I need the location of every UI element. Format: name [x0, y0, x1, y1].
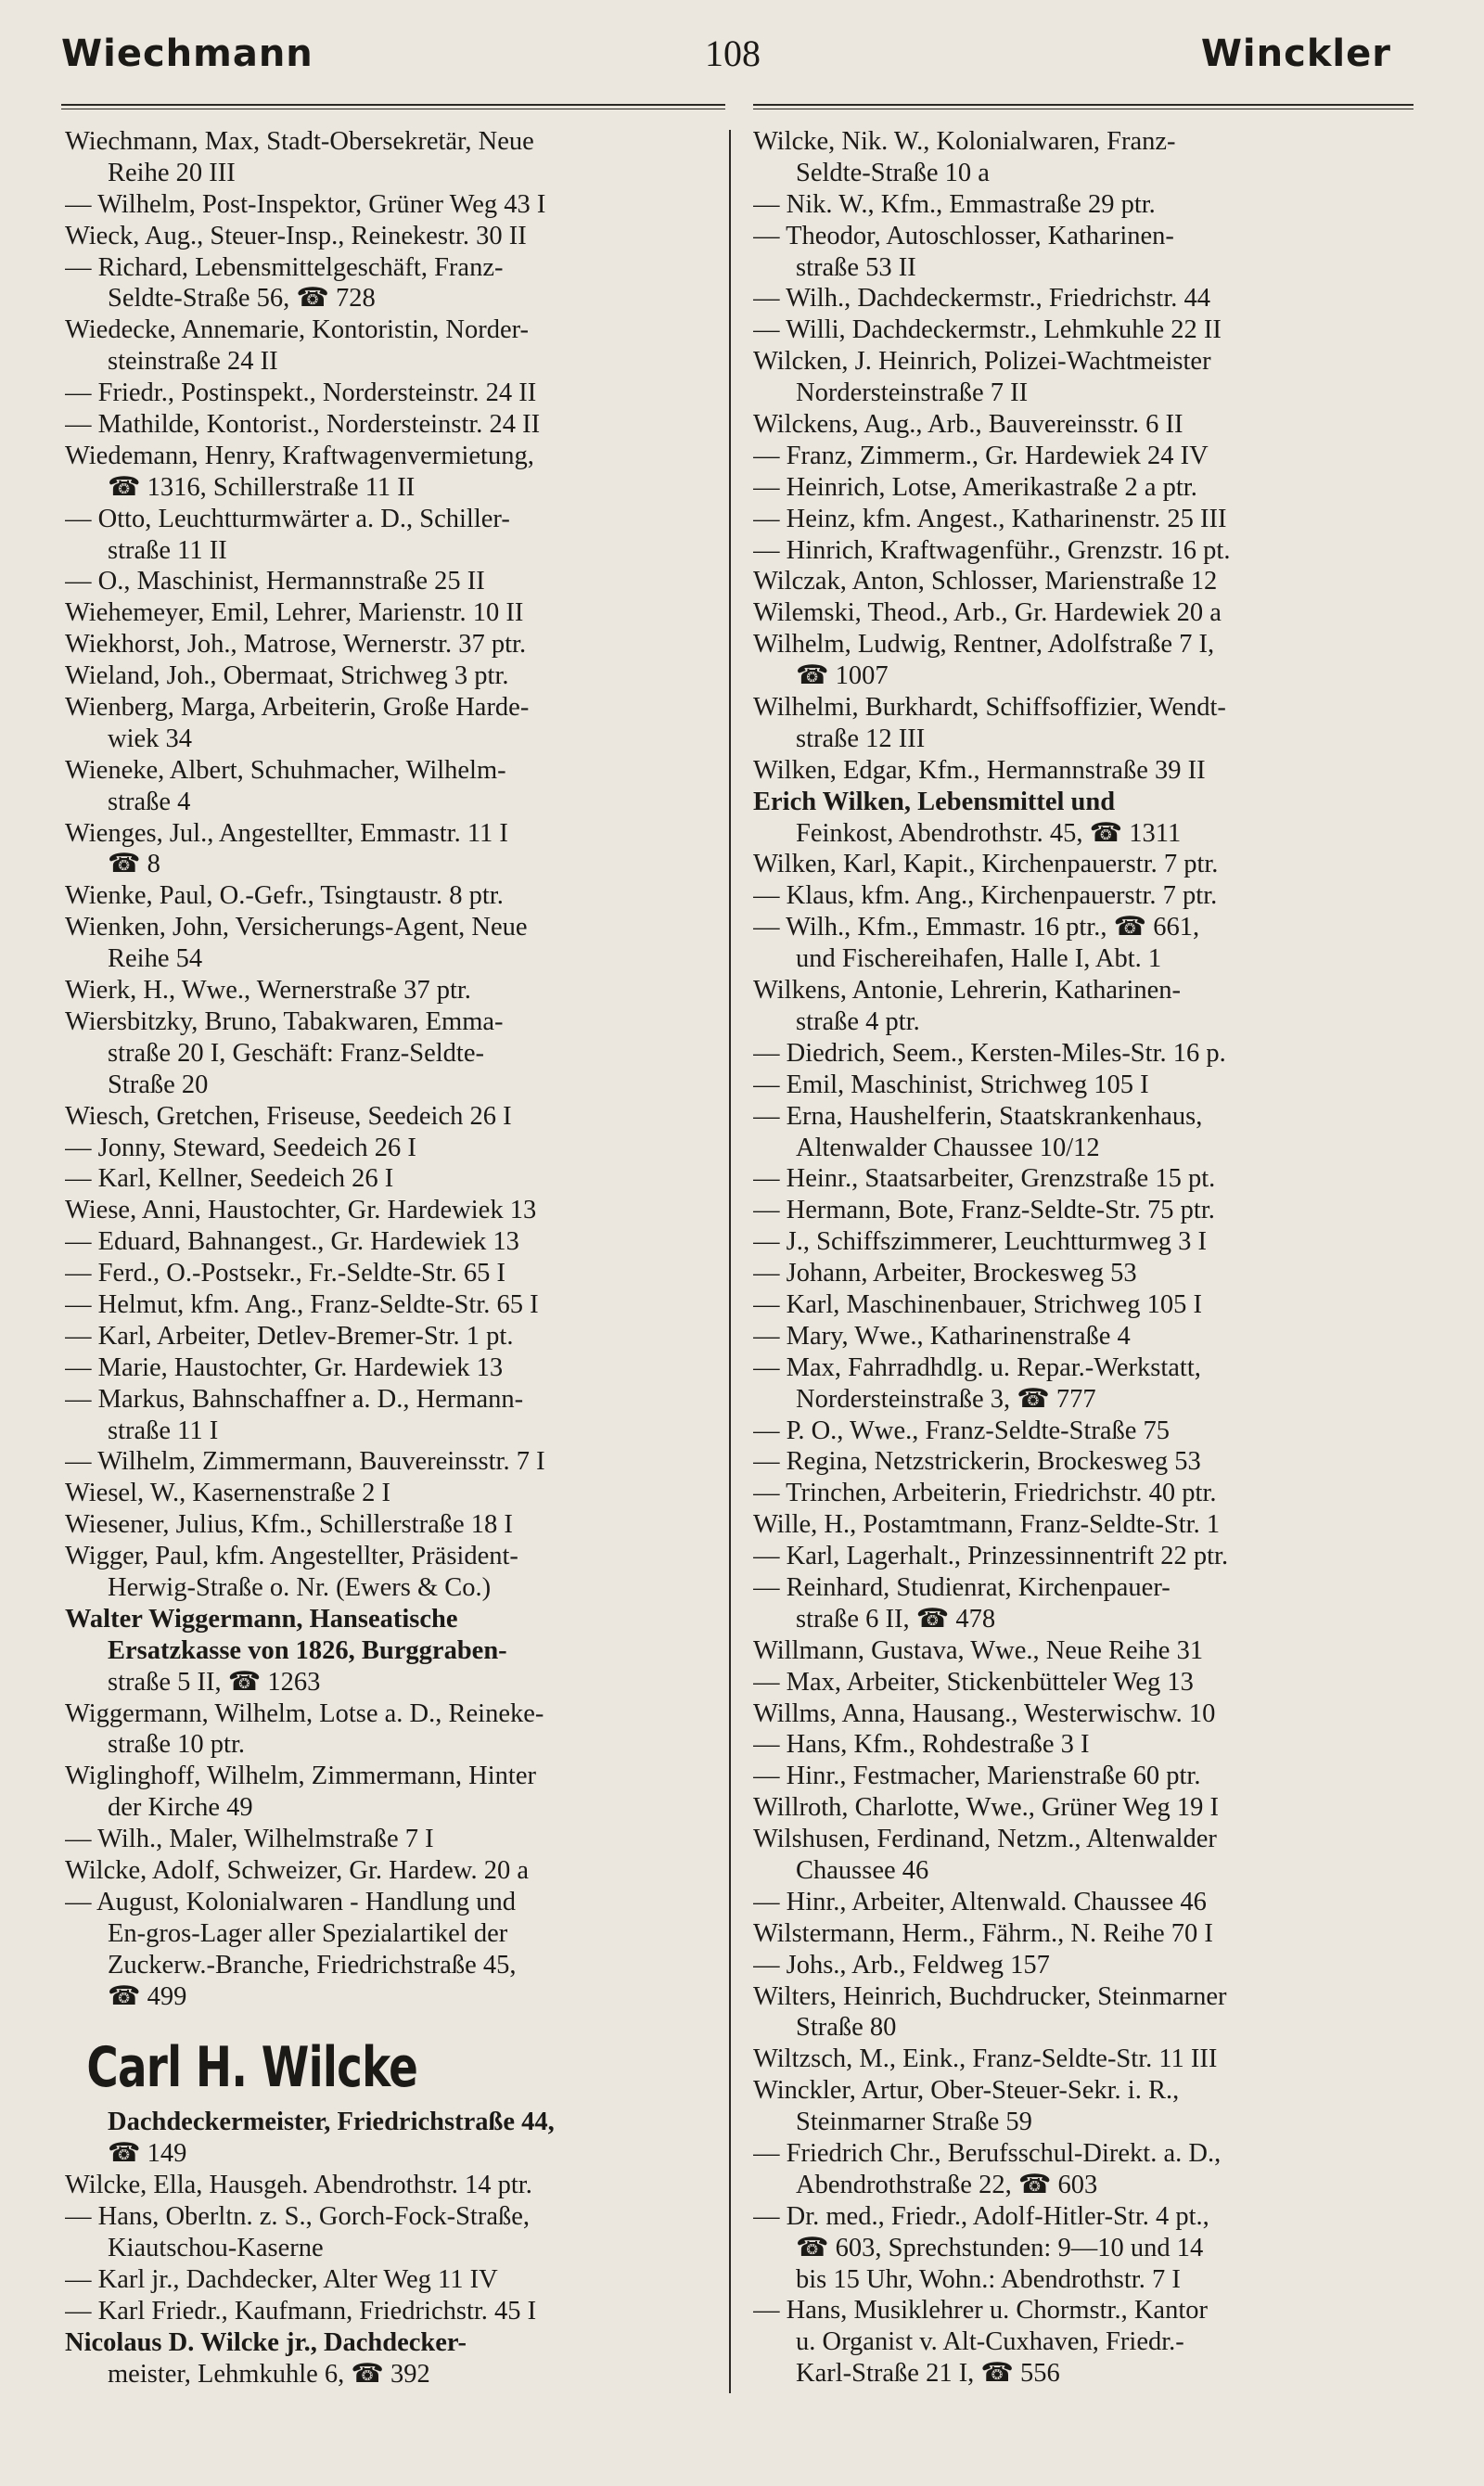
directory-line: — Johann, Arbeiter, Brockesweg 53 — [753, 1259, 1137, 1288]
directory-line: Willmann, Gustava, Wwe., Neue Reihe 31 — [753, 1635, 1204, 1665]
directory-line: Wiglinghoff, Wilhelm, Zimmermann, Hinter — [65, 1762, 536, 1791]
directory-line: ☎ 1316, Schillerstraße 11 II — [108, 472, 416, 502]
directory-line: — Karl, Lagerhalt., Prinzessinnentrift 22 ptr. — [753, 1542, 1229, 1571]
directory-line: Walter Wiggermann, Hanseatische — [65, 1604, 458, 1634]
directory-line: — Karl Friedr., Kaufmann, Friedrichstr. 45 I — [65, 2296, 537, 2326]
directory-line: En-gros-Lager aller Spezialartikel der — [108, 1918, 508, 1948]
directory-line: — Hinrich, Kraftwagenführ., Grenzstr. 16 pt. — [753, 535, 1231, 565]
directory-line: — Wilhelm, Zimmermann, Bauvereinsstr. 7 I — [65, 1447, 545, 1477]
directory-line: straße 11 II — [108, 535, 227, 565]
directory-line: Zuckerw.-Branche, Friedrichstraße 45, — [108, 1950, 517, 1980]
directory-line: Wilken, Karl, Kapit., Kirchenpauerstr. 7 ptr. — [753, 850, 1219, 879]
directory-line: — J., Schiffszimmerer, Leuchtturmweg 3 I — [753, 1227, 1208, 1257]
directory-line: Willms, Anna, Hausang., Westerwischw. 10 — [753, 1698, 1216, 1728]
directory-line: Wilters, Heinrich, Buchdrucker, Steinmarner — [753, 1981, 1227, 2011]
directory-line: — Klaus, kfm. Ang., Kirchenpauerstr. 7 ptr. — [753, 881, 1218, 911]
directory-line: — Johs., Arb., Feldweg 157 — [753, 1950, 1050, 1980]
directory-line: Abendrothstraße 22, ☎ 603 — [796, 2170, 1098, 2199]
directory-line: — Markus, Bahnschaffner a. D., Hermann- — [65, 1384, 524, 1414]
directory-line: Wille, H., Postamtmann, Franz-Seldte-Str. 1 — [753, 1510, 1221, 1540]
directory-line: Wienges, Jul., Angestellter, Emmastr. 11 I — [65, 818, 508, 848]
directory-line: straße 6 II, ☎ 478 — [796, 1604, 996, 1634]
directory-line: Altenwalder Chaussee 10/12 — [796, 1133, 1100, 1162]
directory-line: — Friedr., Postinspekt., Nordersteinstr. 24 II — [65, 378, 537, 408]
header-rule-left — [61, 104, 725, 109]
directory-line: — Emil, Maschinist, Strichweg 105 I — [753, 1070, 1149, 1099]
directory-line: Wilckens, Aug., Arb., Bauvereinsstr. 6 II — [753, 410, 1183, 440]
directory-line: Wiesel, W., Kasernenstraße 2 I — [65, 1479, 391, 1508]
directory-line: — Hermann, Bote, Franz-Seldte-Str. 75 ptr. — [753, 1196, 1215, 1225]
directory-line: — Friedrich Chr., Berufsschul-Direkt. a. D., — [753, 2139, 1222, 2168]
left-column — [65, 126, 722, 2390]
directory-line: und Fischereihafen, Halle I, Abt. 1 — [796, 944, 1162, 974]
column-divider — [729, 130, 731, 2393]
directory-line: — Reinhard, Studienrat, Kirchenpauer- — [753, 1572, 1171, 1602]
directory-line: Wilcke, Ella, Hausgeh. Abendrothstr. 14 ptr. — [65, 2171, 532, 2200]
directory-line: Dachdeckermeister, Friedrichstraße 44, — [108, 2108, 555, 2137]
directory-line: Herwig-Straße o. Nr. (Ewers & Co.) — [108, 1572, 492, 1602]
directory-line: — Wilh., Kfm., Emmastr. 16 ptr., ☎ 661, — [753, 913, 1200, 942]
directory-line: — Willi, Dachdeckermstr., Lehmkuhle 22 II — [753, 315, 1222, 345]
header-last-entry-name: Winckler — [1200, 32, 1391, 75]
directory-line: der Kirche 49 — [108, 1793, 253, 1823]
directory-line: straße 5 II, ☎ 1263 — [108, 1667, 321, 1697]
directory-line: ☎ 149 — [108, 2139, 187, 2169]
directory-line: Wieneke, Albert, Schuhmacher, Wilhelm- — [65, 755, 506, 785]
directory-line: straße 11 I — [108, 1416, 219, 1445]
page-number: 108 — [705, 32, 761, 74]
directory-line: Wiesch, Gretchen, Friseuse, Seedeich 26 I — [65, 1101, 512, 1131]
directory-line: Wilczak, Anton, Schlosser, Marienstraße 12 — [753, 567, 1218, 596]
directory-line: Carl H. Wilcke — [86, 2035, 418, 2101]
directory-line: Wiltzsch, M., Eink., Franz-Seldte-Str. 11 III — [753, 2044, 1218, 2074]
directory-line: — Wilhelm, Post-Inspektor, Grüner Weg 43 I — [65, 189, 546, 219]
right-column — [753, 126, 1414, 2390]
spacer — [65, 2012, 722, 2029]
directory-line: — Mary, Wwe., Katharinenstraße 4 — [753, 1321, 1131, 1351]
directory-line: Winckler, Artur, Ober-Steuer-Sekr. i. R., — [753, 2076, 1180, 2106]
directory-line: Wigger, Paul, kfm. Angestellter, Präsident- — [65, 1542, 518, 1571]
directory-line: Wilcke, Adolf, Schweizer, Gr. Hardew. 20 a — [65, 1855, 529, 1885]
directory-line: — Heinrich, Lotse, Amerikastraße 2 a ptr. — [753, 472, 1197, 502]
directory-line: Wierk, H., Wwe., Wernerstraße 37 ptr. — [65, 976, 471, 1006]
directory-line: — Regina, Netzstrickerin, Brockesweg 53 — [753, 1447, 1201, 1477]
directory-line: — Nik. W., Kfm., Emmastraße 29 ptr. — [753, 189, 1156, 219]
directory-line: straße 53 II — [796, 252, 916, 282]
directory-line: u. Organist v. Alt-Cuxhaven, Friedr.- — [796, 2327, 1184, 2357]
directory-line: steinstraße 24 II — [108, 347, 278, 377]
directory-line: straße 12 III — [796, 724, 926, 753]
directory-line: Kiautschou-Kaserne — [108, 2234, 324, 2262]
directory-line: — Karl, Arbeiter, Detlev-Bremer-Str. 1 pt. — [65, 1321, 514, 1351]
directory-line: Wiggermann, Wilhelm, Lotse a. D., Reineke- — [65, 1698, 544, 1728]
directory-line: wiek 34 — [108, 724, 193, 753]
directory-line: — Karl, Maschinenbauer, Strichweg 105 I — [753, 1289, 1203, 1319]
directory-line: — Diedrich, Seem., Kersten-Miles-Str. 16 p. — [753, 1038, 1226, 1068]
directory-line: Wiekhorst, Joh., Matrose, Wernerstr. 37 ptr. — [65, 630, 527, 660]
directory-line: Seldte-Straße 10 a — [796, 158, 990, 187]
directory-line: ☎ 8 — [108, 850, 160, 879]
directory-line: Wienberg, Marga, Arbeiterin, Große Harde- — [65, 693, 530, 723]
directory-line: Wilstermann, Herm., Fährm., N. Reihe 70 I — [753, 1918, 1213, 1948]
directory-line: Wieck, Aug., Steuer-Insp., Reinekestr. 30 II — [65, 221, 527, 250]
directory-line: — Dr. med., Friedr., Adolf-Hitler-Str. 4 pt., — [753, 2201, 1209, 2231]
directory-line: — Eduard, Bahnangest., Gr. Hardewiek 13 — [65, 1227, 519, 1257]
directory-line: — Max, Fahrradhdlg. u. Repar.-Werkstatt, — [753, 1352, 1201, 1382]
directory-line: Wilshusen, Ferdinand, Netzm., Altenwalder — [753, 1825, 1217, 1854]
directory-line: — Helmut, kfm. Ang., Franz-Seldte-Str. 65 I — [65, 1289, 539, 1319]
directory-line: Reihe 20 III — [108, 158, 236, 187]
directory-line: — Heinz, kfm. Angest., Katharinenstr. 25 III — [753, 504, 1227, 533]
directory-line: — Trinchen, Arbeiterin, Friedrichstr. 40 ptr. — [753, 1479, 1217, 1508]
directory-line: — Otto, Leuchtturmwärter a. D., Schiller- — [65, 504, 510, 533]
directory-line: Feinkost, Abendrothstr. 45, ☎ 1311 — [796, 818, 1182, 848]
directory-line: — August, Kolonialwaren - Handlung und — [65, 1887, 517, 1916]
directory-line: Straße 80 — [796, 2013, 897, 2043]
directory-line: — Max, Arbeiter, Stickenbütteler Weg 13 — [753, 1667, 1194, 1697]
directory-line: Erich Wilken, Lebensmittel und — [753, 787, 1116, 816]
directory-line: Wiese, Anni, Haustochter, Gr. Hardewiek 13 — [65, 1196, 537, 1225]
directory-line: — Marie, Haustochter, Gr. Hardewiek 13 — [65, 1352, 504, 1382]
directory-line: — Richard, Lebensmittelgeschäft, Franz- — [65, 252, 504, 282]
directory-line: Wiedecke, Annemarie, Kontoristin, Norder- — [65, 315, 530, 345]
directory-line: straße 10 ptr. — [108, 1730, 246, 1760]
directory-line: — Franz, Zimmerm., Gr. Hardewiek 24 IV — [753, 441, 1209, 470]
directory-line: Wienke, Paul, O.-Gefr., Tsingtaustr. 8 ptr. — [65, 881, 504, 911]
header-first-entry-name: Wiechmann — [61, 32, 313, 75]
directory-line: Karl-Straße 21 I, ☎ 556 — [796, 2359, 1060, 2389]
directory-line: Wiehemeyer, Emil, Lehrer, Marienstr. 10 II — [65, 598, 524, 628]
directory-line: — Hinr., Festmacher, Marienstraße 60 ptr. — [753, 1762, 1201, 1791]
directory-line: — Hans, Musiklehrer u. Chormstr., Kantor — [753, 2296, 1208, 2326]
directory-line: — Hinr., Arbeiter, Altenwald. Chaussee 46 — [753, 1887, 1207, 1916]
header-rule-right — [753, 104, 1414, 109]
directory-line: Wilcken, J. Heinrich, Polizei-Wachtmeister — [753, 347, 1211, 377]
directory-line: Seldte-Straße 56, ☎ 728 — [108, 284, 376, 314]
directory-line: Wiesener, Julius, Kfm., Schillerstraße 18 I — [65, 1510, 513, 1540]
directory-line: — O., Maschinist, Hermannstraße 25 II — [65, 567, 485, 596]
directory-line: straße 4 ptr. — [796, 1006, 920, 1036]
directory-line: Willroth, Charlotte, Wwe., Grüner Weg 19 I — [753, 1793, 1220, 1823]
directory-line: Nordersteinstraße 7 II — [796, 378, 1029, 408]
directory-line: — Hans, Oberltn. z. S., Gorch-Fock-Straße, — [65, 2202, 531, 2232]
directory-line: — Erna, Haushelferin, Staatskrankenhaus, — [753, 1101, 1203, 1131]
directory-line: Wieland, Joh., Obermaat, Strichweg 3 ptr. — [65, 661, 509, 691]
directory-line: — Jonny, Steward, Seedeich 26 I — [65, 1133, 416, 1162]
directory-line: ☎ 603, Sprechstunden: 9—10 und 14 — [796, 2233, 1204, 2262]
directory-line: Chaussee 46 — [796, 1855, 929, 1885]
directory-line: Nordersteinstraße 3, ☎ 777 — [796, 1384, 1096, 1414]
directory-line: — P. O., Wwe., Franz-Seldte-Straße 75 — [753, 1416, 1171, 1445]
directory-line: Wilcke, Nik. W., Kolonialwaren, Franz- — [753, 127, 1176, 156]
directory-line: straße 4 — [108, 787, 191, 816]
directory-line: Wilemski, Theod., Arb., Gr. Hardewiek 20 a — [753, 598, 1222, 628]
directory-line: Wilken, Edgar, Kfm., Hermannstraße 39 II — [753, 755, 1206, 785]
directory-line: — Theodor, Autoschlosser, Katharinen- — [753, 221, 1174, 250]
directory-line: meister, Lehmkuhle 6, ☎ 392 — [108, 2359, 430, 2389]
directory-line: — Heinr., Staatsarbeiter, Grenzstraße 15 pt. — [753, 1164, 1216, 1194]
directory-line: — Mathilde, Kontorist., Nordersteinstr. 24 II — [65, 410, 541, 440]
directory-line: Steinmarner Straße 59 — [796, 2108, 1032, 2137]
directory-line: Wilhelmi, Burkhardt, Schiffsoffizier, Wendt- — [753, 693, 1226, 723]
directory-line: Wiersbitzky, Bruno, Tabakwaren, Emma- — [65, 1006, 504, 1036]
directory-line: ☎ 499 — [108, 1981, 187, 2011]
directory-line: — Karl jr., Dachdecker, Alter Weg 11 IV — [65, 2264, 498, 2294]
directory-line: Straße 20 — [108, 1070, 209, 1099]
directory-line: Wiechmann, Max, Stadt-Obersekretär, Neue — [65, 127, 534, 156]
directory-line: Nicolaus D. Wilcke jr., Dachdecker- — [65, 2327, 467, 2357]
directory-line: Wilkens, Antonie, Lehrerin, Katharinen- — [753, 976, 1182, 1006]
directory-line: — Karl, Kellner, Seedeich 26 I — [65, 1164, 394, 1194]
directory-line: — Wilh., Maler, Wilhelmstraße 7 I — [65, 1825, 434, 1854]
directory-line: ☎ 1007 — [796, 661, 889, 691]
directory-line: Wilhelm, Ludwig, Rentner, Adolfstraße 7 I, — [753, 630, 1215, 660]
directory-line: Ersatzkasse von 1826, Burggraben- — [108, 1635, 507, 1665]
directory-line: Wienken, John, Versicherungs-Agent, Neue — [65, 913, 528, 942]
directory-line: — Ferd., O.-Postsekr., Fr.-Seldte-Str. 65 I — [65, 1259, 505, 1288]
directory-line: Reihe 54 — [108, 944, 203, 974]
directory-line: — Hans, Kfm., Rohdestraße 3 I — [753, 1730, 1090, 1760]
directory-line: Wiedemann, Henry, Kraftwagenvermietung, — [65, 441, 534, 470]
directory-line: straße 20 I, Geschäft: Franz-Seldte- — [108, 1038, 484, 1068]
directory-line: — Wilh., Dachdeckermstr., Friedrichstr. 44 — [753, 284, 1211, 314]
directory-line: bis 15 Uhr, Wohn.: Abendrothstr. 7 I — [796, 2264, 1181, 2294]
